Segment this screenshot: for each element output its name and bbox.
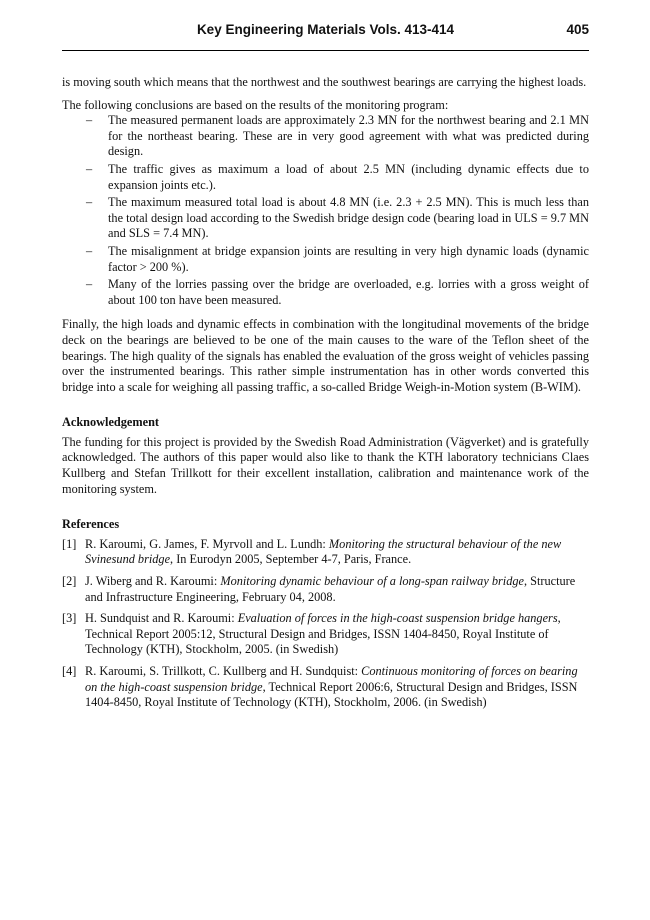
references-heading: References bbox=[62, 517, 120, 532]
page-number: 405 bbox=[566, 22, 589, 37]
intro-paragraph: is moving south which means that the northwest and the southwest bearings are carrying the highest loads. bbox=[62, 75, 587, 89]
conclusions-intro: The following conclusions are based on the results of the monitoring program: bbox=[62, 97, 449, 112]
reference-number: [4] bbox=[62, 664, 77, 678]
dash-bullet: – bbox=[86, 195, 93, 210]
dash-bullet: – bbox=[86, 277, 93, 292]
dash-bullet: – bbox=[86, 113, 93, 128]
list-item: – The measured permanent loads are approximately 2.3 MN for the northwest bearing and 2.1 MN for the northeast bearing. These are in very good agreement with what was predicted during design. bbox=[86, 113, 589, 159]
conclusions-list bbox=[62, 113, 589, 308]
list-item: – The misalignment at bridge expansion joints are resulting in very high dynamic loads (dynamic factor > 200 %). bbox=[86, 243, 589, 274]
acknowledgement-heading: Acknowledgement bbox=[62, 415, 160, 430]
list-item: – The traffic gives as maximum a load of about 2.5 MN (including dynamic effects due to expansion joints etc.). bbox=[86, 161, 589, 192]
list-item: – The maximum measured total load is about 4.8 MN (i.e. 2.3 + 2.5 MN). This is much less than the total design load according to the Swedish bridge design code (bearing load in ULS = 9.7 MN and SLS = 7.4 MN). bbox=[86, 195, 589, 241]
reference-number: [1] bbox=[62, 536, 77, 551]
reference-title: Monitoring the structural behaviour of the new Svinesund bridge bbox=[85, 536, 562, 567]
reference-item: [3] H. Sundquist and R. Karoumi: Evaluation of forces in the high-coast suspension bridge hangers, Technical Report 2005:12, Structural Design and Bridges, ISSN 1404-8450, Royal Institute of Technology (KTH), Stockholm, 2005. (in Swedish) bbox=[62, 611, 561, 657]
running-header bbox=[62, 22, 589, 42]
journal-title: Key Engineering Materials Vols. 413-414 bbox=[196, 22, 455, 37]
acknowledgement-text: The funding for this project is provided by the Swedish Road Administration (Vägverket) and is gratefully acknowledged. The authors of this paper would also like to thank the KTH laboratory technicians Claes Kullberg and Stefan Trillkott for their excellent installation, calibration and maintenance work of the monitoring system. bbox=[62, 434, 589, 496]
references-list bbox=[62, 537, 589, 711]
header-rule bbox=[62, 50, 589, 51]
dash-bullet: – bbox=[86, 243, 93, 258]
reference-item: [4] R. Karoumi, S. Trillkott, C. Kullberg and H. Sundquist: Continuous monitoring of forces on bearing on the high-coast suspension bridge, Technical Report 2006:6, Structural Design and Bridges, ISSN 1404-8450, Royal Institute of Technology (KTH), Stockholm, 2006. (in Swedish) bbox=[62, 664, 578, 710]
reference-number: [3] bbox=[62, 611, 77, 626]
page-body bbox=[62, 75, 589, 717]
final-paragraph: Finally, the high loads and dynamic effects in combination with the longitudinal movements of the bridge deck on the bearings are believed to be one of the main causes to the ware of the Teflon sheet of the bearings. The high quality of the signals has enabled the evaluation of the gross weight of vehicles passing over the instrumented bearings. This rather simple instrumentation has in other words converted this bridge into a scale for weighing all passing traffic, a so-called Bridge Weigh-in-Motion system (B-WIM). bbox=[62, 317, 589, 394]
reference-title: Evaluation of forces in the high-coast suspension bridge hangers bbox=[237, 611, 558, 626]
reference-number: [2] bbox=[62, 574, 77, 589]
reference-item: [1] R. Karoumi, G. James, F. Myrvoll and L. Lundh: Monitoring the structural behaviour of the new Svinesund bridge, In Eurodyn 2005, September 4-7, Paris, France. bbox=[62, 536, 562, 567]
reference-title: Monitoring dynamic behaviour of a long-span railway bridge bbox=[220, 574, 524, 589]
reference-title: Continuous monitoring of forces on bearing on the high-coast suspension bridge bbox=[85, 664, 578, 694]
list-item: – Many of the lorries passing over the bridge are overloaded, e.g. lorries with a gross weight of about 100 ton have been measured. bbox=[86, 277, 589, 307]
dash-bullet: – bbox=[86, 161, 93, 176]
reference-item: [2] J. Wiberg and R. Karoumi: Monitoring dynamic behaviour of a long-span railway bridge, Structure and Infrastructure Engineering, February 04, 2008. bbox=[62, 574, 576, 604]
